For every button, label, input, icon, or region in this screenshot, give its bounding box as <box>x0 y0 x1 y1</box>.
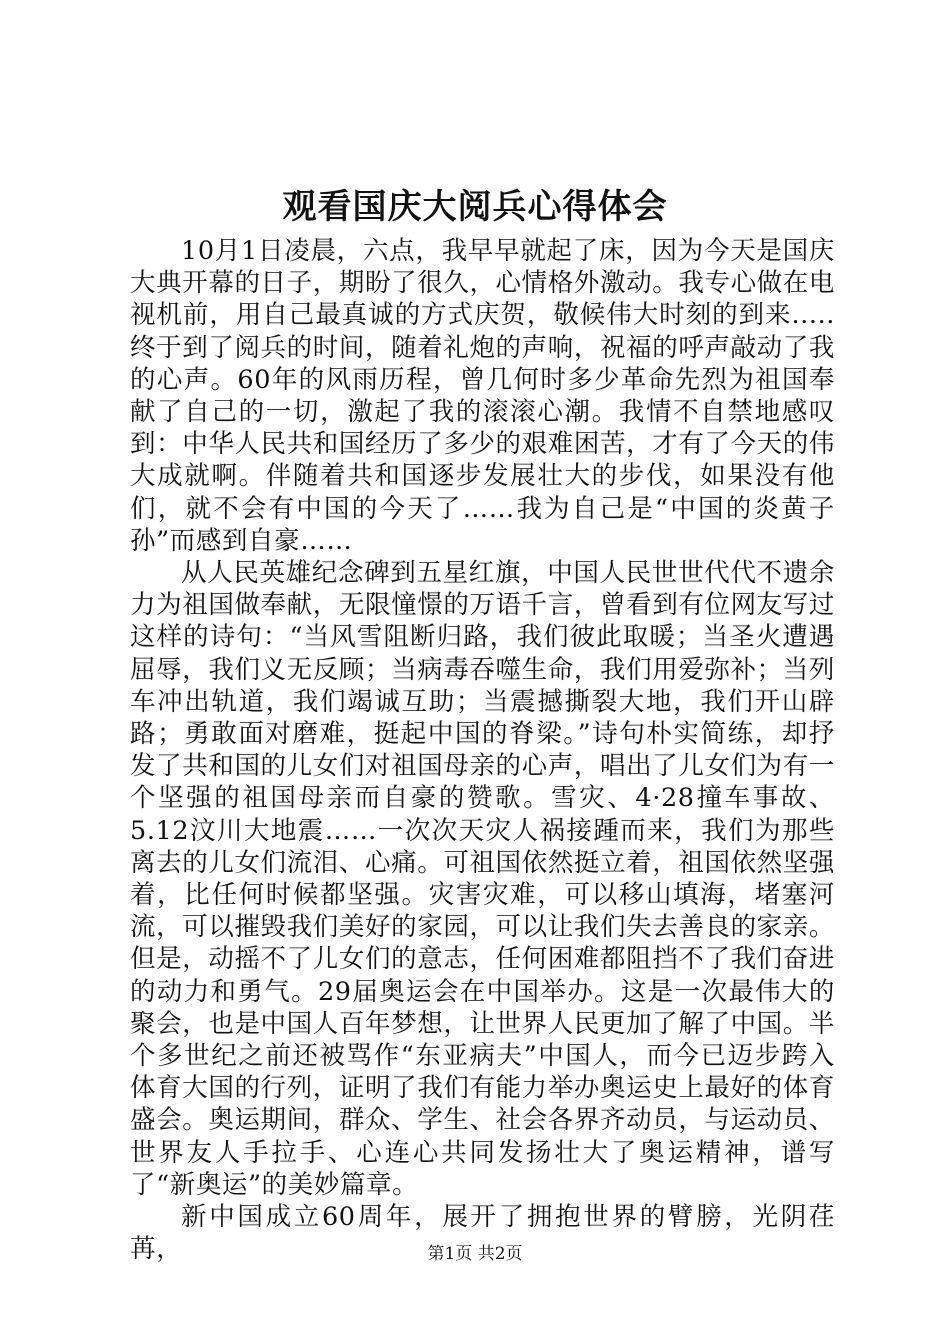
document-body <box>130 235 835 1266</box>
page-footer: 第1页 共2页 <box>427 1244 523 1264</box>
paragraph-2: 从人民英雄纪念碑到五星红旗，中国人民世世代代不遗余力为祖国做奉献，无限憧憬的万语千言，曾看到有位网友写过这样的诗句：“当风雪阻断归路，我们彼此取暖；当圣火遭遇屈辱，我们义无反顾；当病毒吞噬生命，我们用爱弥补；当列车冲出轨道，我们竭诚互助；当震撼撕裂大地，我们开山辟路；勇敢面对磨难，挺起中国的脊梁。”诗句朴实简练，却抒发了共和国的儿女们对祖国母亲的心声，唱出了儿女们为有一个坚强的祖国母亲而自豪的赞歌。雪灾、4·28撞车事故、5.12汶川大地震……一次次天灾人祸接踵而来，我们为那些离去的儿女们流泪、心痛。可祖国依然挺立着，祖国依然坚强着，比任何时候都坚强。灾害灾难，可以移山填海，堵塞河流，可以摧毁我们美好的家园，可以让我们失去善良的家亲。但是，动摇不了儿女们的意志，任何困难都阻挡不了我们奋进的动力和勇气。29届奥运会在中国举办。这是一次最伟大的聚会，也是中国人百年梦想，让世界人民更加了解了中国。半个多世纪之前还被骂作“东亚病夫”中国人，而今已迈步跨入体育大国的行列，证明了我们有能力举办奥运史上最好的体育盛会。奥运期间，群众、学生、社会各界齐动员，与运动员、世界友人手拉手、心连心共同发扬壮大了奥运精神，谱写了“新奥运”的美妙篇章。 <box>130 558 835 1200</box>
paragraph-3: 新中国成立60周年，展开了拥抱世界的臂膀，光阴荏苒， <box>130 1202 835 1265</box>
document-title: 观看国庆大阅兵心得体会 <box>282 187 668 227</box>
paragraph-1: 10月1日凌晨，六点，我早早就起了床，因为今天是国庆大典开幕的日子，期盼了很久，心情格外激动。我专心做在电视机前，用自己最真诚的方式庆贺，敬候伟大时刻的到来.....终于到了阅兵的时间，随着礼炮的声响，祝福的呼声敲动了我的心声。60年的风雨历程，曾几何时多少革命先烈为祖国奉献了自己的一切，激起了我的滚滚心潮。我情不自禁地感叹到：中华人民共和国经历了多少的艰难困苦，才有了今天的伟大成就啊。伴随着共和国逐步发展壮大的步伐，如果没有他们，就不会有中国的今天了……我为自己是“中国的炎黄子孙”而感到自豪…… <box>130 236 835 556</box>
